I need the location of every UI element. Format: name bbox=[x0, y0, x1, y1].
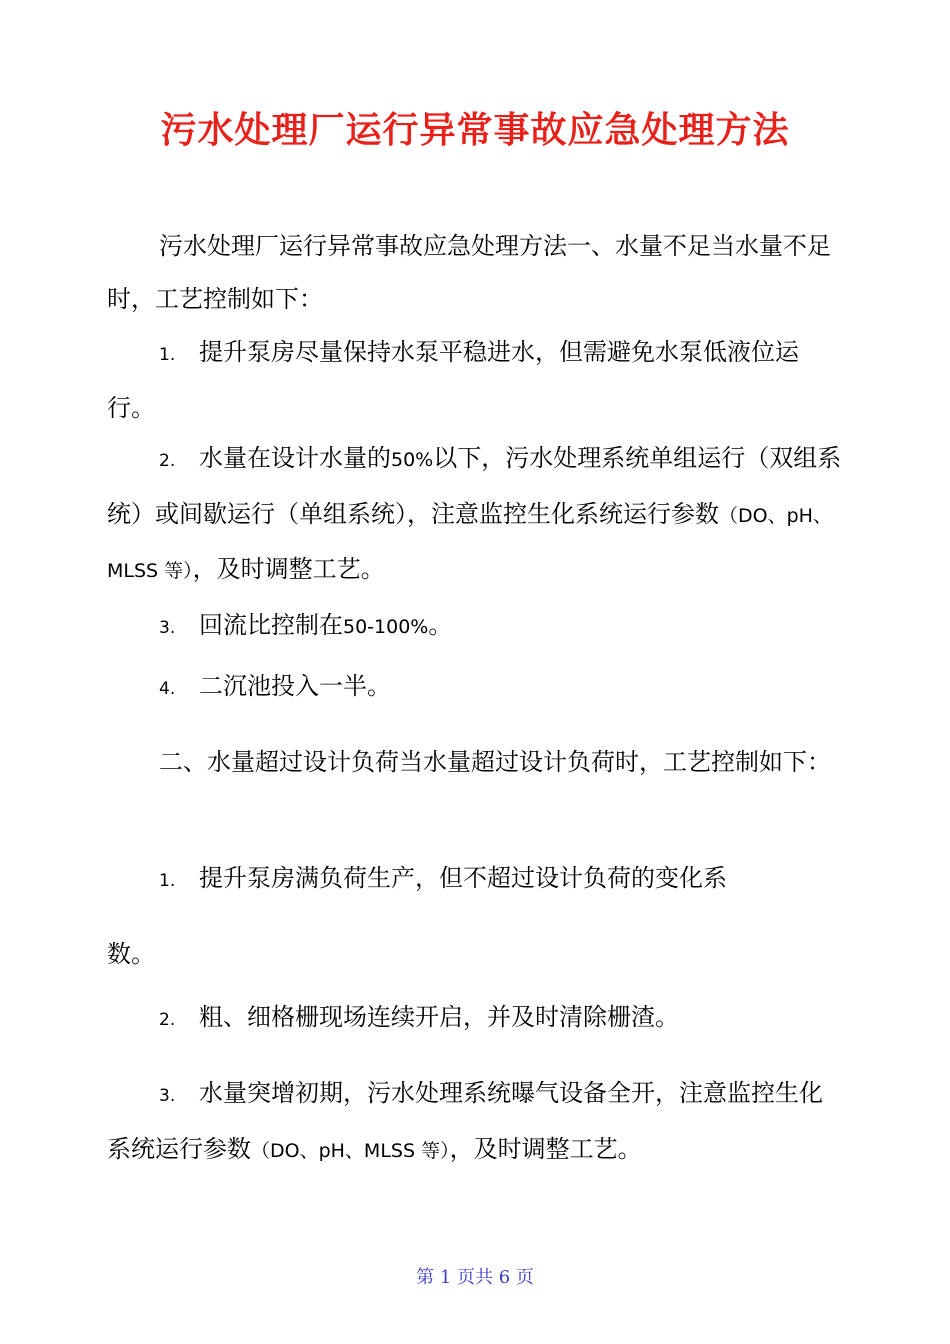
list-item-continuation: 数。 bbox=[107, 940, 155, 968]
list-text: 二沉池投入一半。 bbox=[199, 672, 391, 700]
list-text-percent: 50% bbox=[391, 449, 434, 471]
list-item bbox=[107, 1067, 843, 1178]
intro-paragraph: 污水处理厂运行异常事故应急处理方法一、水量不足当水量不足时，工艺控制如下： bbox=[107, 232, 831, 313]
section-heading: 二、水量超过设计负荷当水量超过设计负荷时，工艺控制如下： bbox=[159, 748, 831, 776]
list-text: 以下，污水处理系统单组运行（双组系统）或间歇运行（单组系统），注意监控生化系统运行参数 bbox=[107, 444, 842, 528]
list-item bbox=[107, 852, 843, 908]
list-text-params: （DO、pH、MLSS 等） bbox=[107, 505, 832, 582]
list-text-percent: 50-100% bbox=[343, 616, 429, 638]
list-text: ，及时调整工艺。 bbox=[192, 555, 385, 583]
list-number: 3. bbox=[159, 618, 176, 638]
list-text: 提升泵房尽量保持水泵平稳进水，但需避免水泵低液位运行。 bbox=[107, 338, 799, 422]
list-number: 3. bbox=[159, 1086, 176, 1106]
list-item bbox=[107, 660, 843, 716]
list-text: 粗、细格栅现场连续开启，并及时清除栅渣。 bbox=[199, 1003, 679, 1031]
list-item bbox=[107, 432, 843, 598]
list-item bbox=[107, 599, 843, 655]
list-item bbox=[107, 991, 843, 1047]
list-text: 。 bbox=[428, 611, 453, 639]
list-text-params: （DO、pH、MLSS 等） bbox=[251, 1140, 450, 1162]
list-number: 2. bbox=[159, 451, 176, 471]
list-item bbox=[107, 326, 843, 435]
list-number: 1. bbox=[159, 871, 176, 891]
list-number: 1. bbox=[159, 345, 176, 365]
list-text: 水量突增初期，污水处理系统曝气设备全开，注意监控生化系统运行参数 bbox=[107, 1079, 823, 1163]
list-text: 水量在设计水量的 bbox=[199, 444, 391, 472]
list-text: ，及时调整工艺。 bbox=[449, 1135, 642, 1163]
page-number-footer: 第 1 页共 6 页 bbox=[416, 1267, 534, 1288]
list-number: 4. bbox=[159, 679, 176, 699]
list-text: 提升泵房满负荷生产，但不超过设计负荷的变化系 bbox=[199, 864, 727, 892]
page-title: 污水处理厂运行异常事故应急处理方法 bbox=[160, 110, 790, 151]
list-text: 回流比控制在 bbox=[199, 611, 343, 639]
list-number: 2. bbox=[159, 1010, 176, 1030]
